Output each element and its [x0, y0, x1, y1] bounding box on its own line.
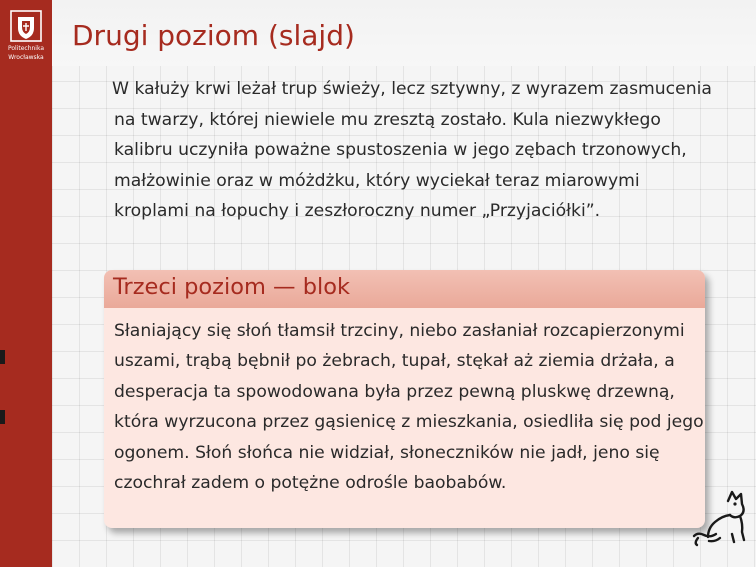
university-crest-icon — [9, 9, 43, 43]
sidebar-nav-marker[interactable] — [0, 410, 5, 424]
slide-title: Drugi poziom (slajd) — [72, 19, 355, 52]
logo-text-line2: Wrocławska — [8, 54, 44, 61]
logo-text-line1: Politechnika — [7, 45, 45, 52]
cat-outline-icon — [688, 488, 748, 548]
content-block — [104, 270, 705, 528]
body-paragraph: W kałuży krwi leżał trup świeży, lecz sztywny, z wyrazem zasmucenia na twarzy, której niewiele mu zresztą zostało. Kula niezwykłego kalibru uczyniła poważne spustoszenia w jego zębach trzonowych, małżowinie oraz w móżdżku, który wyciekał teraz miarowymi kroplami na łopuchy i zeszłoroczny numer „Przyjaciółki”. — [112, 79, 712, 221]
block-title: Trzeci poziom — blok — [104, 270, 705, 308]
sidebar — [0, 0, 52, 567]
university-logo — [0, 0, 52, 66]
block-body: Słaniający się słoń tłamsił trzciny, niebo zasłaniał rozcapierzonymi uszami, trąbą bębnił po żebrach, tupał, stękał aż ziemia drżała, a desperacja ta spowodowana była przez pewną pluskwę drzewną, która wyrzucona przez gąsienicę z mieszkania, osiedliła się pod jego ogonem. Słoń słońca nie widział, słoneczników nie jadł, jeno się czochrał zadem o potężne odrośle baobabów. — [114, 321, 704, 494]
sidebar-nav-marker[interactable] — [0, 350, 5, 364]
